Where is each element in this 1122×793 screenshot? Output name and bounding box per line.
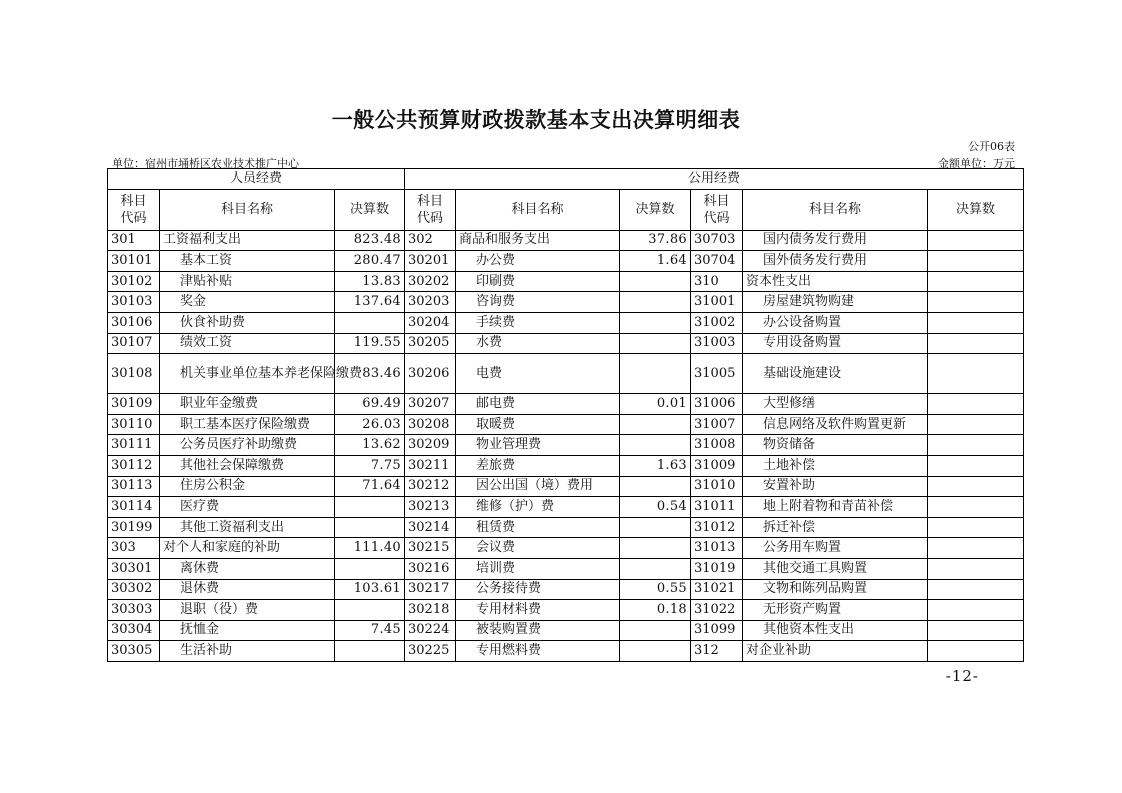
final-amount bbox=[928, 414, 1024, 435]
subject-code: 30216 bbox=[405, 558, 456, 579]
final-amount: 0.54 bbox=[620, 497, 691, 518]
subject-code: 30108 bbox=[108, 354, 160, 394]
subject-name: 印刷费 bbox=[456, 271, 620, 292]
subject-name: 物业管理费 bbox=[456, 435, 620, 456]
final-amount bbox=[928, 354, 1024, 394]
final-amount: 13.62 bbox=[335, 435, 405, 456]
table-row bbox=[108, 251, 1024, 272]
column-header-row bbox=[108, 189, 1024, 230]
subject-code: 30209 bbox=[405, 435, 456, 456]
subject-name: 职业年金缴费 bbox=[160, 394, 335, 415]
subject-name: 地上附着物和青苗补偿 bbox=[743, 497, 928, 518]
subject-name: 生活补助 bbox=[160, 641, 335, 662]
final-amount: 0.18 bbox=[620, 600, 691, 621]
subject-code: 31006 bbox=[691, 394, 743, 415]
subject-code: 31012 bbox=[691, 517, 743, 538]
subject-name: 差旅费 bbox=[456, 455, 620, 476]
subject-name: 房屋建筑物购建 bbox=[743, 292, 928, 313]
expenditure-table bbox=[107, 168, 1024, 662]
final-amount bbox=[928, 476, 1024, 497]
subject-code: 30112 bbox=[108, 455, 160, 476]
table-row bbox=[108, 517, 1024, 538]
subject-code: 31009 bbox=[691, 455, 743, 476]
subject-name: 大型修缮 bbox=[743, 394, 928, 415]
subject-code: 302 bbox=[405, 230, 456, 251]
subject-name: 邮电费 bbox=[456, 394, 620, 415]
subject-code: 30107 bbox=[108, 333, 160, 354]
final-amount bbox=[620, 414, 691, 435]
subject-name: 医疗费 bbox=[160, 497, 335, 518]
table-row bbox=[108, 476, 1024, 497]
column-header-code: 科目 代码 bbox=[405, 189, 456, 230]
final-amount bbox=[928, 497, 1024, 518]
table-row bbox=[108, 579, 1024, 600]
final-amount: 26.03 bbox=[335, 414, 405, 435]
subject-name: 文物和陈列品购置 bbox=[743, 579, 928, 600]
subject-code: 30111 bbox=[108, 435, 160, 456]
subject-name: 专用材料费 bbox=[456, 600, 620, 621]
final-amount bbox=[928, 333, 1024, 354]
subject-name: 职工基本医疗保险缴费 bbox=[160, 414, 335, 435]
subject-name: 国内债务发行费用 bbox=[743, 230, 928, 251]
final-amount: 823.48 bbox=[335, 230, 405, 251]
final-amount bbox=[620, 312, 691, 333]
subject-code: 30113 bbox=[108, 476, 160, 497]
table-row bbox=[108, 292, 1024, 313]
final-amount bbox=[928, 292, 1024, 313]
subject-code: 30213 bbox=[405, 497, 456, 518]
subject-code: 31011 bbox=[691, 497, 743, 518]
final-amount bbox=[928, 517, 1024, 538]
subject-code: 30203 bbox=[405, 292, 456, 313]
subject-name: 物资储备 bbox=[743, 435, 928, 456]
subject-code: 31005 bbox=[691, 354, 743, 394]
subject-name: 基本工资 bbox=[160, 251, 335, 272]
table-row bbox=[108, 600, 1024, 621]
subject-code: 30102 bbox=[108, 271, 160, 292]
subject-name: 因公出国（境）费用 bbox=[456, 476, 620, 497]
final-amount bbox=[335, 600, 405, 621]
final-amount: 83.46 bbox=[335, 354, 405, 394]
final-amount bbox=[928, 538, 1024, 559]
subject-code: 31021 bbox=[691, 579, 743, 600]
subject-code: 30202 bbox=[405, 271, 456, 292]
final-amount bbox=[335, 497, 405, 518]
subject-name: 安置补助 bbox=[743, 476, 928, 497]
column-header-name: 科目名称 bbox=[160, 189, 335, 230]
page-number: -12- bbox=[945, 667, 979, 685]
subject-name: 咨询费 bbox=[456, 292, 620, 313]
final-amount bbox=[620, 476, 691, 497]
table-row bbox=[108, 538, 1024, 559]
amount-unit-label: 金额单位：万元 bbox=[938, 157, 1015, 170]
subject-code: 30704 bbox=[691, 251, 743, 272]
final-amount bbox=[620, 558, 691, 579]
table-row bbox=[108, 333, 1024, 354]
subject-name: 国外债务发行费用 bbox=[743, 251, 928, 272]
final-amount bbox=[928, 271, 1024, 292]
final-amount bbox=[335, 312, 405, 333]
column-header-code: 科目 代码 bbox=[108, 189, 160, 230]
subject-name: 专用燃料费 bbox=[456, 641, 620, 662]
final-amount bbox=[928, 558, 1024, 579]
subject-code: 30101 bbox=[108, 251, 160, 272]
subject-code: 31003 bbox=[691, 333, 743, 354]
subject-name: 奖金 bbox=[160, 292, 335, 313]
subject-code: 31001 bbox=[691, 292, 743, 313]
section-header-personnel: 人员经费 bbox=[108, 169, 405, 190]
table-row bbox=[108, 497, 1024, 518]
subject-code: 303 bbox=[108, 538, 160, 559]
final-amount bbox=[928, 435, 1024, 456]
final-amount: 111.40 bbox=[335, 538, 405, 559]
subject-code: 30215 bbox=[405, 538, 456, 559]
subject-name: 住房公积金 bbox=[160, 476, 335, 497]
table-row bbox=[108, 620, 1024, 641]
subject-code: 31099 bbox=[691, 620, 743, 641]
column-header-amount: 决算数 bbox=[335, 189, 405, 230]
subject-code: 30301 bbox=[108, 558, 160, 579]
subject-code: 30206 bbox=[405, 354, 456, 394]
final-amount bbox=[928, 394, 1024, 415]
final-amount: 0.01 bbox=[620, 394, 691, 415]
subject-code: 30217 bbox=[405, 579, 456, 600]
subject-code: 30224 bbox=[405, 620, 456, 641]
subject-code: 30303 bbox=[108, 600, 160, 621]
subject-code: 30703 bbox=[691, 230, 743, 251]
final-amount bbox=[620, 271, 691, 292]
final-amount: 69.49 bbox=[335, 394, 405, 415]
final-amount bbox=[620, 292, 691, 313]
subject-name: 手续费 bbox=[456, 312, 620, 333]
subject-name: 公务用车购置 bbox=[743, 538, 928, 559]
subject-name: 其他交通工具购置 bbox=[743, 558, 928, 579]
subject-name: 公务员医疗补助缴费 bbox=[160, 435, 335, 456]
subject-code: 31002 bbox=[691, 312, 743, 333]
final-amount: 7.45 bbox=[335, 620, 405, 641]
unit-label: 单位：宿州市埇桥区农业技术推广中心 bbox=[112, 157, 299, 170]
subject-code: 30110 bbox=[108, 414, 160, 435]
subject-name: 退职（役）费 bbox=[160, 600, 335, 621]
subject-name: 办公费 bbox=[456, 251, 620, 272]
final-amount bbox=[620, 354, 691, 394]
column-header-amount: 决算数 bbox=[928, 189, 1024, 230]
final-amount: 119.55 bbox=[335, 333, 405, 354]
subject-name: 津贴补贴 bbox=[160, 271, 335, 292]
table-row bbox=[108, 230, 1024, 251]
final-amount bbox=[928, 251, 1024, 272]
subject-name: 土地补偿 bbox=[743, 455, 928, 476]
final-amount: 71.64 bbox=[335, 476, 405, 497]
subject-code: 30304 bbox=[108, 620, 160, 641]
subject-code: 30114 bbox=[108, 497, 160, 518]
page-title: 一般公共预算财政拨款基本支出决算明细表 bbox=[331, 108, 741, 132]
subject-name: 其他资本性支出 bbox=[743, 620, 928, 641]
subject-name: 培训费 bbox=[456, 558, 620, 579]
subject-name: 电费 bbox=[456, 354, 620, 394]
final-amount bbox=[335, 641, 405, 662]
final-amount bbox=[928, 312, 1024, 333]
subject-code: 30218 bbox=[405, 600, 456, 621]
subject-name: 基础设施建设 bbox=[743, 354, 928, 394]
subject-name: 专用设备购置 bbox=[743, 333, 928, 354]
subject-code: 30302 bbox=[108, 579, 160, 600]
final-amount bbox=[928, 230, 1024, 251]
subject-name: 对个人和家庭的补助 bbox=[160, 538, 335, 559]
final-amount bbox=[335, 558, 405, 579]
final-amount bbox=[620, 641, 691, 662]
subject-code: 30208 bbox=[405, 414, 456, 435]
final-amount: 103.61 bbox=[335, 579, 405, 600]
subject-name: 信息网络及软件购置更新 bbox=[743, 414, 928, 435]
subject-name: 离休费 bbox=[160, 558, 335, 579]
subject-code: 30212 bbox=[405, 476, 456, 497]
subject-name: 其他工资福利支出 bbox=[160, 517, 335, 538]
subject-name: 资本性支出 bbox=[743, 271, 928, 292]
final-amount: 7.75 bbox=[335, 455, 405, 476]
subject-code: 31013 bbox=[691, 538, 743, 559]
table-row bbox=[108, 435, 1024, 456]
subject-code: 30205 bbox=[405, 333, 456, 354]
subject-code: 30211 bbox=[405, 455, 456, 476]
subject-name: 商品和服务支出 bbox=[456, 230, 620, 251]
subject-name: 工资福利支出 bbox=[160, 230, 335, 251]
subject-name: 公务接待费 bbox=[456, 579, 620, 600]
subject-name: 取暖费 bbox=[456, 414, 620, 435]
column-header-amount: 决算数 bbox=[620, 189, 691, 230]
final-amount bbox=[928, 455, 1024, 476]
table-row bbox=[108, 641, 1024, 662]
final-amount: 1.64 bbox=[620, 251, 691, 272]
subject-name: 会议费 bbox=[456, 538, 620, 559]
subject-name: 其他社会保障缴费 bbox=[160, 455, 335, 476]
final-amount: 1.63 bbox=[620, 455, 691, 476]
subject-code: 312 bbox=[691, 641, 743, 662]
subject-code: 30109 bbox=[108, 394, 160, 415]
subject-code: 30103 bbox=[108, 292, 160, 313]
final-amount: 0.55 bbox=[620, 579, 691, 600]
table-row bbox=[108, 414, 1024, 435]
final-amount bbox=[620, 538, 691, 559]
subject-name: 租赁费 bbox=[456, 517, 620, 538]
subject-name: 办公设备购置 bbox=[743, 312, 928, 333]
subject-code: 31010 bbox=[691, 476, 743, 497]
final-amount bbox=[335, 517, 405, 538]
subject-code: 310 bbox=[691, 271, 743, 292]
subject-code: 30207 bbox=[405, 394, 456, 415]
table-row bbox=[108, 558, 1024, 579]
subject-name: 无形资产购置 bbox=[743, 600, 928, 621]
subject-code: 30305 bbox=[108, 641, 160, 662]
table-row bbox=[108, 312, 1024, 333]
form-number: 公开06表 bbox=[968, 140, 1015, 153]
final-amount: 13.83 bbox=[335, 271, 405, 292]
final-amount bbox=[928, 620, 1024, 641]
subject-name: 对企业补助 bbox=[743, 641, 928, 662]
table-row bbox=[108, 354, 1024, 394]
final-amount bbox=[620, 517, 691, 538]
subject-code: 30214 bbox=[405, 517, 456, 538]
subject-name: 绩效工资 bbox=[160, 333, 335, 354]
subject-code: 30106 bbox=[108, 312, 160, 333]
column-header-name: 科目名称 bbox=[456, 189, 620, 230]
column-header-name: 科目名称 bbox=[743, 189, 928, 230]
final-amount bbox=[620, 333, 691, 354]
final-amount bbox=[928, 600, 1024, 621]
column-header-code: 科目 代码 bbox=[691, 189, 743, 230]
table-row bbox=[108, 271, 1024, 292]
final-amount: 280.47 bbox=[335, 251, 405, 272]
section-header-public: 公用经费 bbox=[405, 169, 1024, 190]
subject-code: 30199 bbox=[108, 517, 160, 538]
subject-code: 30204 bbox=[405, 312, 456, 333]
subject-code: 31007 bbox=[691, 414, 743, 435]
table-row bbox=[108, 455, 1024, 476]
table-row bbox=[108, 394, 1024, 415]
final-amount: 37.86 bbox=[620, 230, 691, 251]
subject-name: 机关事业单位基本养老保险缴费 bbox=[160, 354, 335, 394]
final-amount bbox=[620, 435, 691, 456]
final-amount bbox=[928, 579, 1024, 600]
final-amount: 137.64 bbox=[335, 292, 405, 313]
subject-name: 拆迁补偿 bbox=[743, 517, 928, 538]
final-amount bbox=[928, 641, 1024, 662]
subject-name: 被装购置费 bbox=[456, 620, 620, 641]
subject-name: 维修（护）费 bbox=[456, 497, 620, 518]
subject-name: 抚恤金 bbox=[160, 620, 335, 641]
subject-code: 31022 bbox=[691, 600, 743, 621]
subject-code: 30201 bbox=[405, 251, 456, 272]
subject-code: 301 bbox=[108, 230, 160, 251]
subject-code: 30225 bbox=[405, 641, 456, 662]
subject-code: 31008 bbox=[691, 435, 743, 456]
subject-code: 31019 bbox=[691, 558, 743, 579]
subject-name: 伙食补助费 bbox=[160, 312, 335, 333]
final-amount bbox=[620, 620, 691, 641]
subject-name: 水费 bbox=[456, 333, 620, 354]
subject-name: 退休费 bbox=[160, 579, 335, 600]
